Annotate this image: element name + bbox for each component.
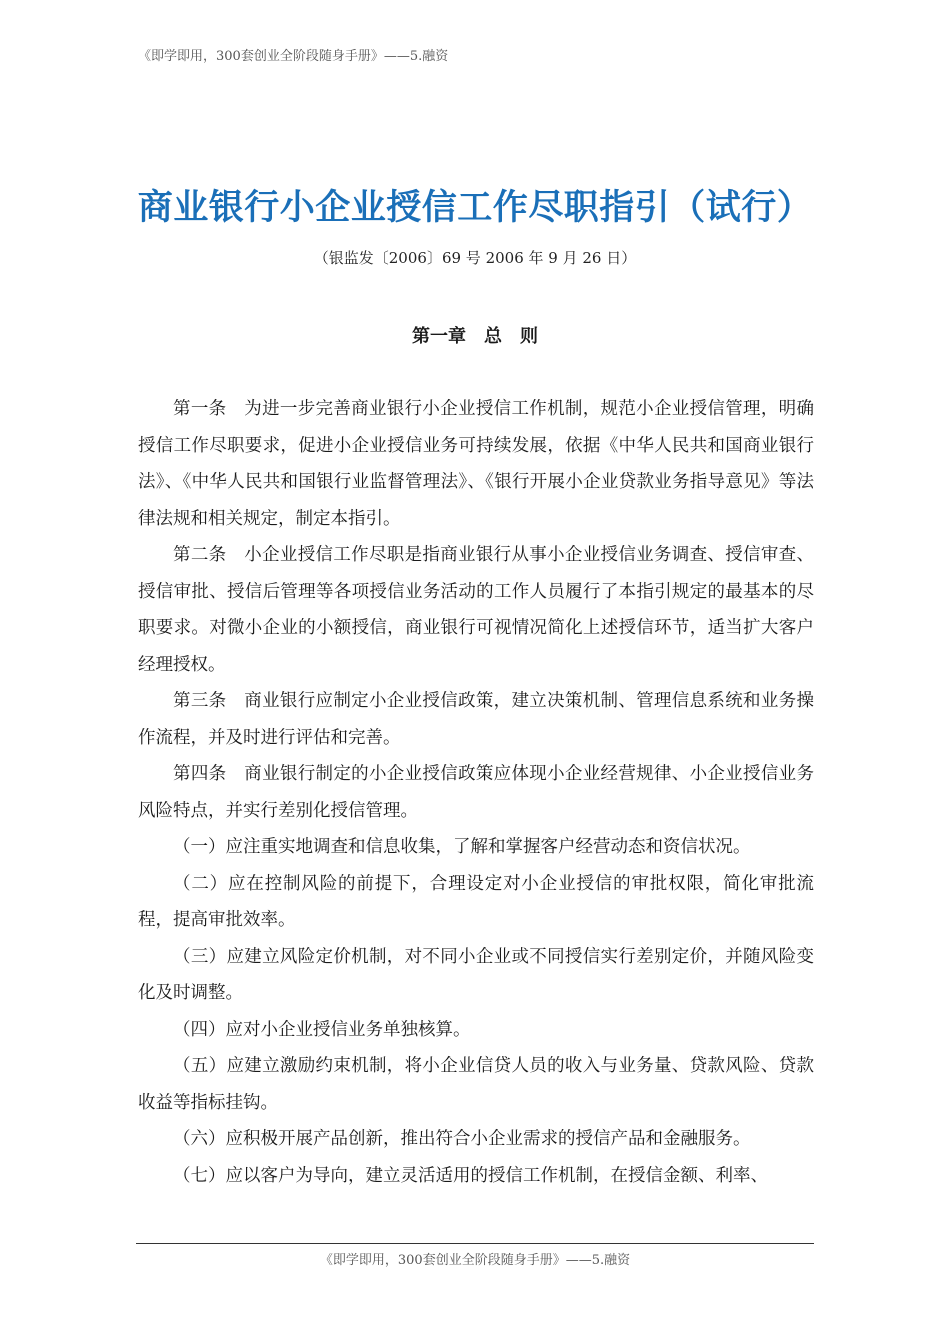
article-4-item-6: （六）应积极开展产品创新，推出符合小企业需求的授信产品和金融服务。 (173, 1129, 751, 1149)
article-2: 第二条 小企业授信工作尽职是指商业银行从事小企业授信业务调查、授信审查、授信审批、授信后管理等各项授信业务活动的工作人员履行了本指引规定的最基本的尽职要求。对微小企业的小额授信，商业银行可视情况简化上述授信环节，适当扩大客户经理授权。 (138, 545, 814, 675)
article-4-item-7: （七）应以客户为导向，建立灵活适用的授信工作机制，在授信金额、利率、 (173, 1165, 768, 1186)
document-body (138, 391, 814, 1194)
article-4-item-1: （一）应注重实地调查和信息收集，了解和掌握客户经营动态和资信状况。 (173, 837, 751, 857)
article-4-item-5: （五）应建立激励约束机制，将小企业信贷人员的收入与业务量、贷款风险、贷款收益等指标挂钩。 (138, 1056, 814, 1113)
footer-divider (136, 1243, 814, 1244)
chapter-heading: 第一章 总 则 (412, 326, 538, 347)
article-4-item-2: （二）应在控制风险的前提下，合理设定对小企业授信的审批权限，简化审批流程，提高审批效率。 (138, 873, 814, 930)
article-4-item-3: （三）应建立风险定价机制，对不同小企业或不同授信实行差别定价，并随风险变化及时调整。 (138, 946, 814, 1003)
article-4-item-4: （四）应对小企业授信业务单独核算。 (173, 1019, 471, 1040)
page-header: 《即学即用，300套创业全阶段随身手册》——5.融资 (138, 49, 449, 64)
page-footer: 《即学即用，300套创业全阶段随身手册》——5.融资 (319, 1253, 631, 1268)
article-1: 第一条 为进一步完善商业银行小企业授信工作机制，规范小企业授信管理，明确授信工作尽职要求，促进小企业授信业务可持续发展，依据《中华人民共和国商业银行法》、《中华人民共和国银行业监督管理法》、《银行开展小企业贷款业务指导意见》等法律法规和相关规定，制定本指引。 (138, 399, 814, 529)
document-title: 商业银行小企业授信工作尽职指引（试行） (137, 188, 813, 228)
article-4: 第四条 商业银行制定的小企业授信政策应体现小企业经营规律、小企业授信业务风险特点，并实行差别化授信管理。 (138, 764, 814, 821)
document-subtitle: （银监发〔2006〕69 号 2006 年 9 月 26 日） (313, 249, 637, 267)
article-3: 第三条 商业银行应制定小企业授信政策，建立决策机制、管理信息系统和业务操作流程，并及时进行评估和完善。 (138, 691, 814, 748)
